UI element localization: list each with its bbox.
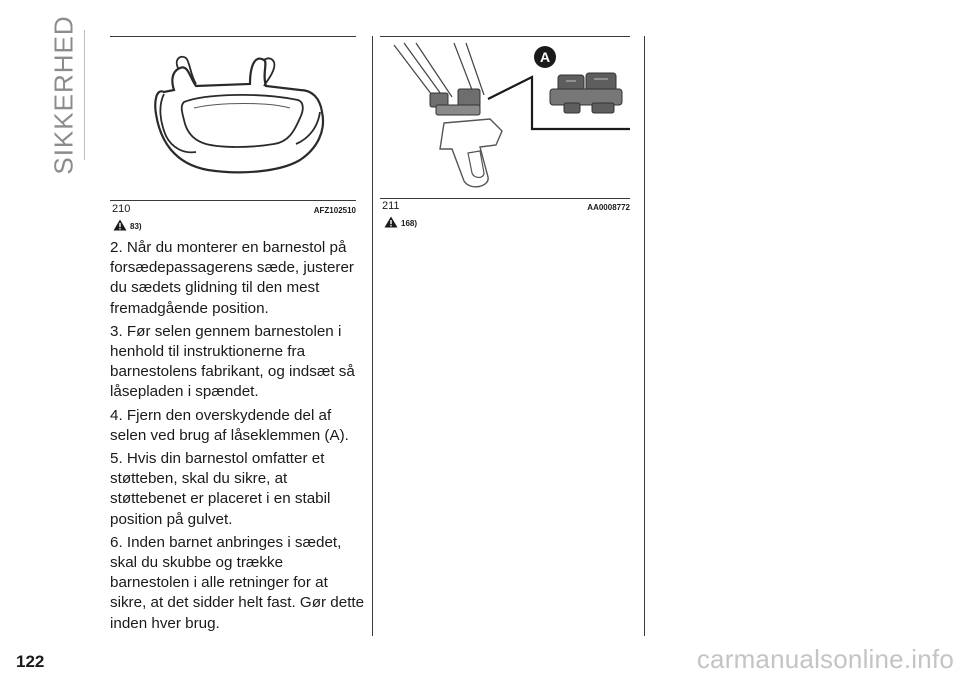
figure-warning-reference <box>113 219 142 231</box>
section-title: SIKKERHED <box>48 15 79 175</box>
instruction-step: 3. Før selen gennem barnestolen i henhold til instruktionerne fra barnestolens fabrikant, og indsæt så låsepladen i spændet. <box>110 322 355 401</box>
warning-ref-number: 83) <box>130 222 142 231</box>
page-number: 122 <box>16 652 45 671</box>
warning-ref-number: 168) <box>401 219 418 228</box>
instruction-step: 6. Inden barnet anbringes i sædet, skal du skubbe og trække barnestolen i alle retninger for at sikre, at det sidder helt fast. Gør dette inden hver brug. <box>110 533 365 632</box>
figure-code: AFZ102510 <box>313 206 356 215</box>
section-tab-divider <box>84 30 85 160</box>
figure-number: 210 <box>112 203 131 215</box>
column-divider <box>372 36 373 636</box>
instruction-text <box>110 238 366 637</box>
figure-caption-rule <box>380 198 630 199</box>
figure-code: AA0008772 <box>587 203 630 212</box>
column-divider <box>644 36 645 636</box>
instruction-step: 4. Fjern den overskydende del af selen ved brug af låseklemmen (A). <box>110 406 349 444</box>
instruction-step: 5. Hvis din barnestol omfatter et støtteben, skal du sikre, at støttebenet er placeret i en stabil position på gulvet. <box>110 450 331 528</box>
warning-triangle-icon <box>113 219 127 231</box>
figure-caption-rule <box>110 200 356 201</box>
figure-top-rule <box>110 36 356 37</box>
callout-label: A <box>539 49 551 65</box>
watermark-text: carmanualsonline.info <box>696 644 954 674</box>
figure-number: 211 <box>382 200 400 212</box>
warning-triangle-icon <box>384 216 398 228</box>
figure-warning-reference <box>384 216 417 228</box>
section-tab <box>46 15 86 175</box>
booster-seat-illustration <box>150 50 330 180</box>
locking-clip-illustration <box>380 37 630 195</box>
instruction-step: 2. Når du monterer en barnestol på forsædepassagerens sæde, justerer du sædets glidning til den mest fremadgående position. <box>110 239 354 317</box>
